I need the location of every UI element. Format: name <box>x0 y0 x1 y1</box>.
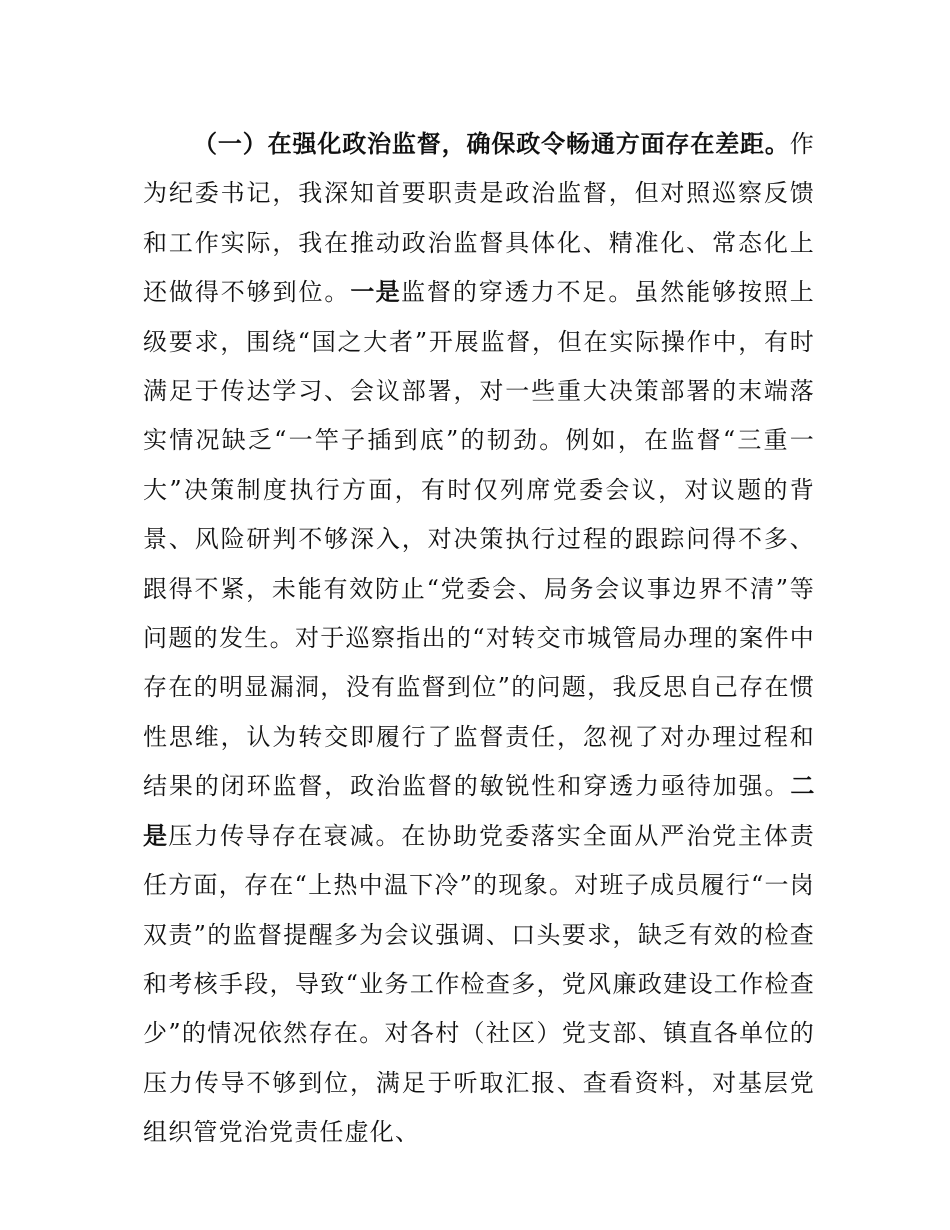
point-two-label: 二是 <box>143 772 815 850</box>
paragraph-text-intro: 作为纪委书记，我深知首要职责是政治监督，但对照巡察反馈和工作实际，我在推动政治监督具体化、精准化、常态化上还做得不够到位。 <box>143 130 815 307</box>
paragraph-text-point-one: 监督的穿透力不足。虽然能够按照上级要求，围绕“国之大者”开展监督，但在实际操作中，有时满足于传达学习、会议部署，对一些重大决策部署的末端落实情况缺乏“一竿子插到底”的韧劲。例如，在监督“三重一大”决策制度执行方面，有时仅列席党委会议，对议题的背景、风险研判不够深入，对决策执行过程的跟踪问得不多、跟得不紧，未能有效防止“党委会、局务会议事边界不清”等问题的发生。对于巡察指出的“对转交市城管局办理的案件中存在的明显漏洞，没有监督到位”的问题，我反思自己存在惯性思维，认为转交即履行了监督责任，忽视了对办理过程和结果的闭环监督，政治监督的敏锐性和穿透力亟待加强。 <box>143 278 815 801</box>
point-one-label: 一是 <box>350 278 401 307</box>
paragraph-text-point-two: 压力传导存在衰减。在协助党委落实全面从严治党主体责任方面，存在“上热中温下冷”的现象。对班子成员履行“一岗双责”的监督提醒多为会议强调、口头要求，缺乏有效的检查和考核手段，导致“业务工作检查多，党风廉政建设工作检查少”的情况依然存在。对各村（社区）党支部、镇直各单位的压力传导不够到位，满足于听取汇报、查看资料，对基层党组织管党治党责任虚化、 <box>143 821 815 1147</box>
body-paragraph <box>143 120 815 1158</box>
section-heading: （一）在强化政治监督，确保政令畅通方面存在差距。 <box>193 130 790 158</box>
